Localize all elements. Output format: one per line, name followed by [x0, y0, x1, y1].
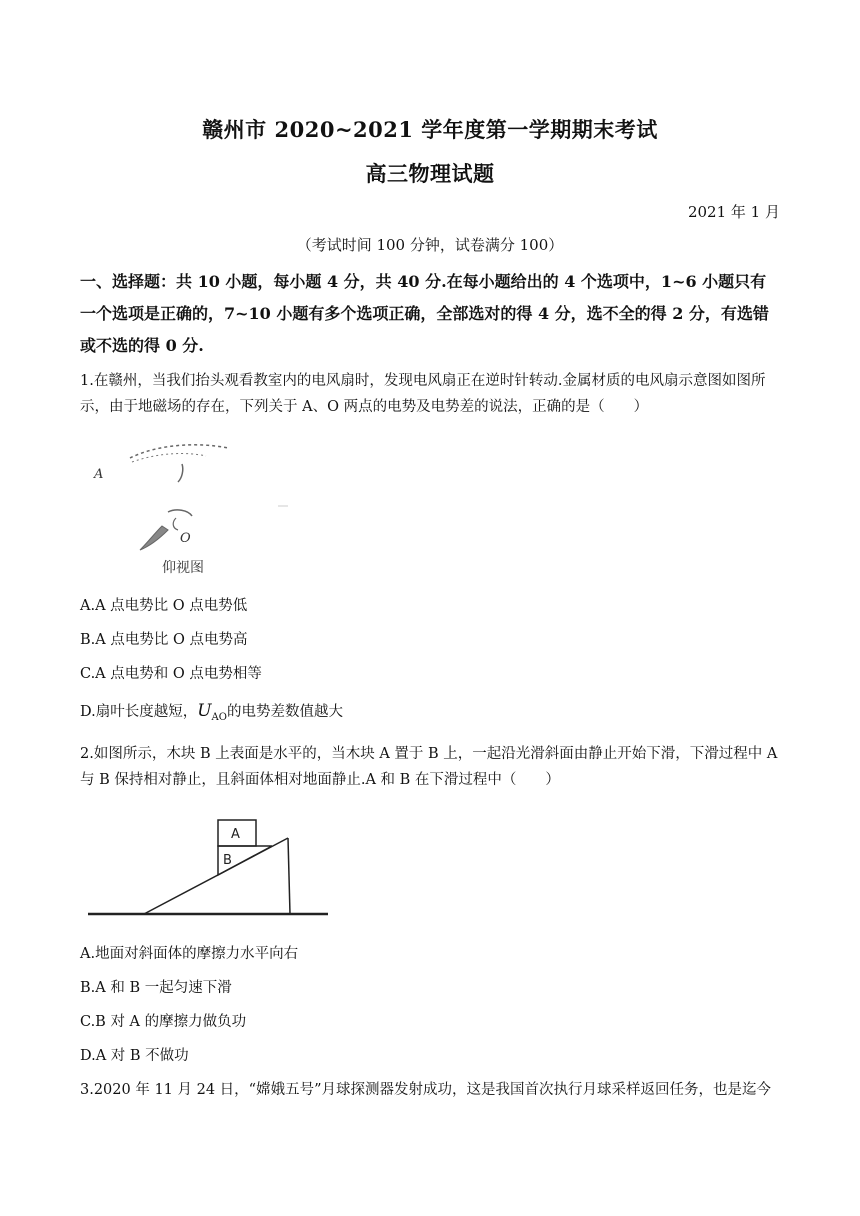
exam-subtitle: 高三物理试题 — [365, 161, 495, 186]
question-1-stem: 1.在赣州，当我们抬头观看教室内的电风扇时，发现电风扇正在逆时针转动.金属材质的电风扇示意图如图所示，由于地磁场的存在，下列关于 A、O 两点的电势及电势差的说法，正确的是（ ） — [80, 373, 766, 415]
block-label-a: A — [231, 827, 240, 842]
q1-option-b[interactable]: B.A 点电势比 O 点电势高 — [80, 632, 248, 648]
incline-figure — [88, 812, 332, 920]
block-label-b: B — [223, 853, 232, 868]
q1-option-d-prefix: D.扇叶长度越短， — [80, 704, 198, 720]
q2-option-b[interactable]: B.A 和 B 一起匀速下滑 — [80, 980, 232, 996]
fan-caption: 仰视图 — [162, 560, 204, 576]
q1-option-d-symbol: U — [197, 701, 212, 721]
section-instructions: 一、选择题：共 10 小题，每小题 4 分，共 40 分.在每小题给出的 4 个选项中，1~6 小题只有一个选项是正确的，7~10 小题有多个选项正确，全部选对的得 4 分，选不全的得 2 分，有选错或不选的得 0 分. — [80, 272, 769, 355]
q2-option-d[interactable]: D.A 对 B 不做功 — [80, 1048, 189, 1064]
fan-figure — [88, 438, 288, 580]
q2-option-a[interactable]: A.地面对斜面体的摩擦力水平向右 — [80, 946, 299, 962]
question-2-stem: 2.如图所示，木块 B 上表面是水平的，当木块 A 置于 B 上，一起沿光滑斜面由静止开始下滑，下滑过程中 A 与 B 保持相对静止，且斜面体相对地面静止.A 和 B 在下滑过程中（ ） — [80, 746, 778, 788]
q2-option-c[interactable]: C.B 对 A 的摩擦力做负功 — [80, 1014, 247, 1030]
fan-label-a: A — [94, 467, 104, 482]
q1-option-d-sub: AO — [211, 711, 227, 723]
q1-option-c[interactable]: C.A 点电势和 O 点电势相等 — [80, 666, 262, 682]
q1-option-d-suffix: 的电势差数值越大 — [226, 704, 343, 720]
question-3-stem: 3.2020 年 11 月 24 日，“嫦娥五号”月球探测器发射成功，这是我国首次执行月球采样返回任务，也是迄今 — [80, 1082, 772, 1098]
exam-date: 2021 年 1 月 — [687, 203, 780, 221]
fan-label-o: O — [180, 531, 191, 546]
exam-title: 赣州市 2020~2021 学年度第一学期期末考试 — [202, 117, 658, 142]
q1-option-d[interactable] — [80, 700, 343, 729]
q1-option-a[interactable]: A.A 点电势比 O 点电势低 — [80, 598, 248, 614]
exam-note: （考试时间 100 分钟，试卷满分 100） — [296, 236, 564, 254]
